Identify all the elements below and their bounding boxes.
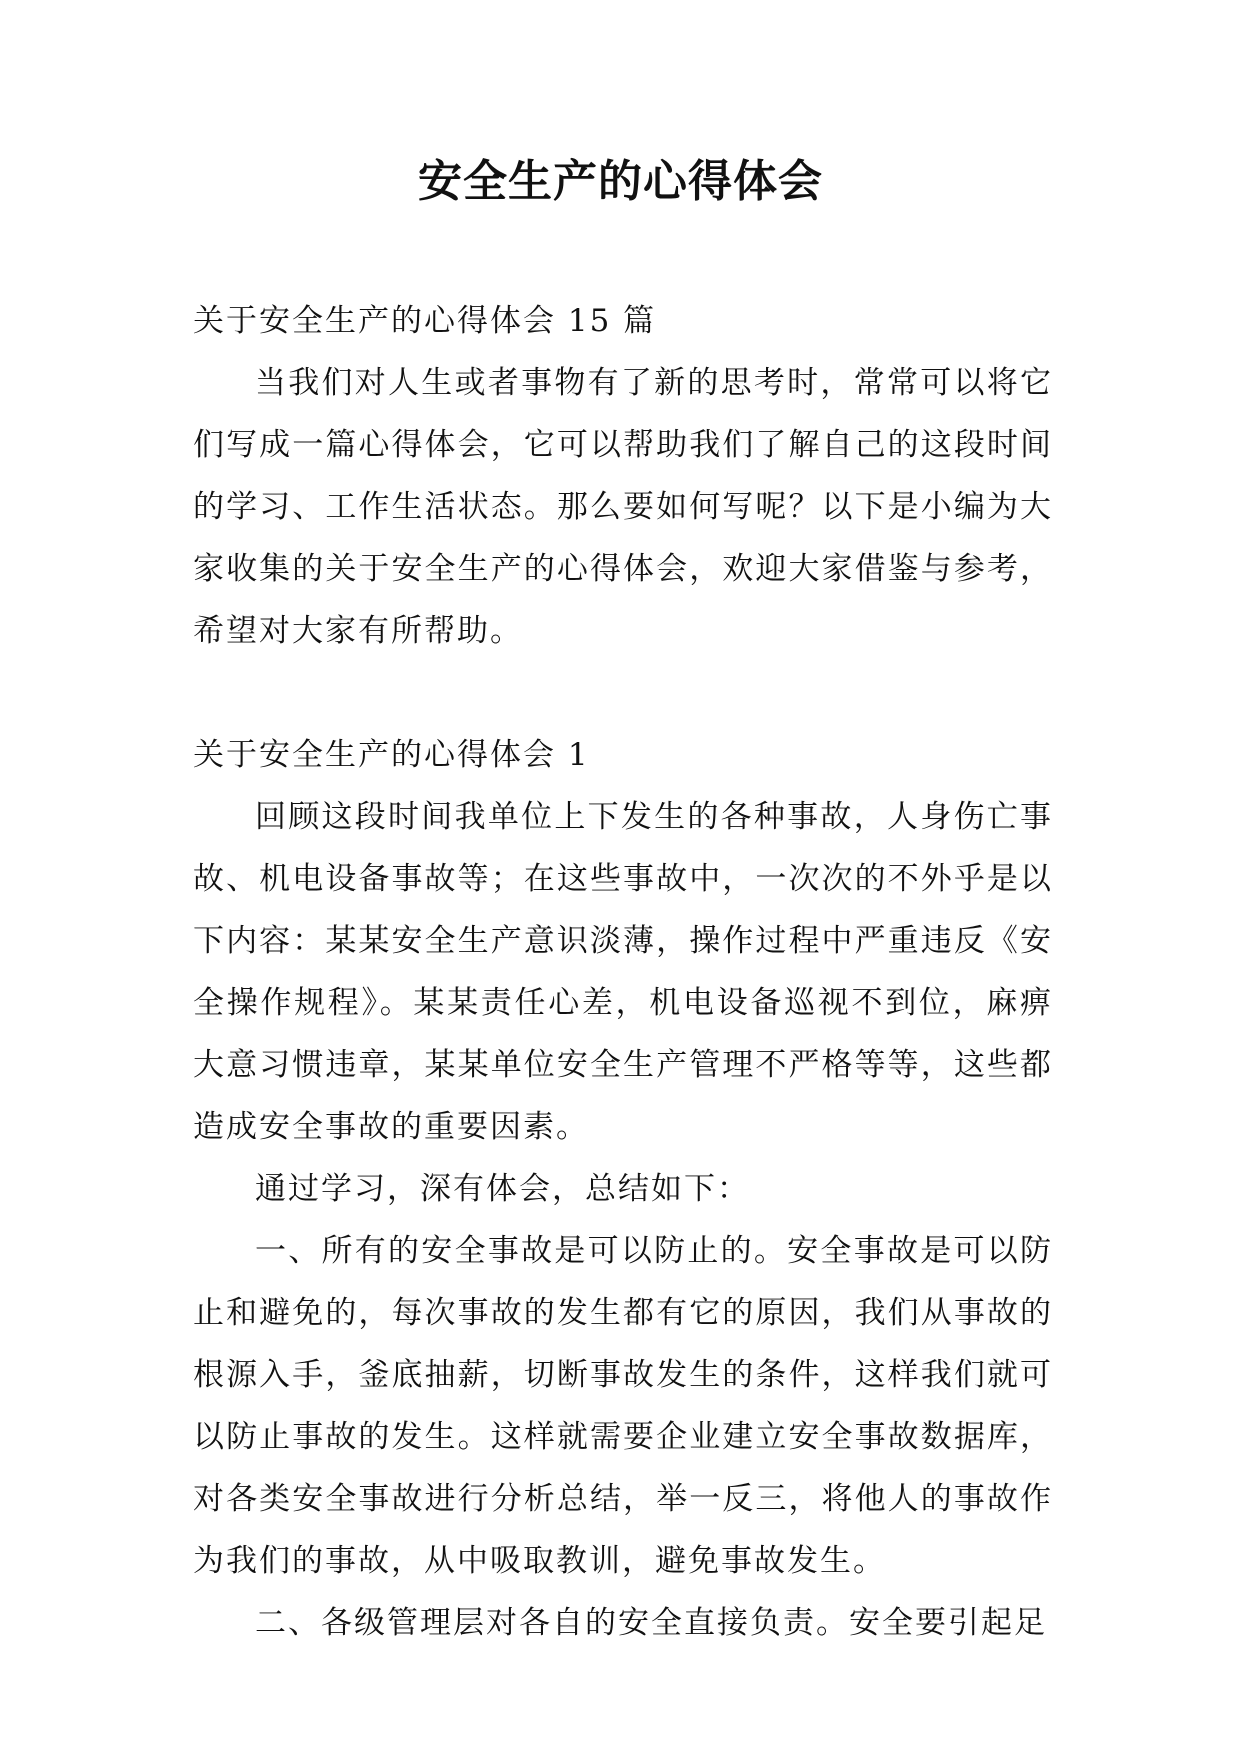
paragraph-gap [193,662,1053,724]
document-body [193,290,1053,1654]
body-paragraph-4: 二、各级管理层对各自的安全直接负责。安全要引起足 [255,1605,1047,1641]
intro-paragraph: 当我们对人生或者事物有了新的思考时，常常可以将它们写成一篇心得体会，它可以帮助我们了解自己的这段时间的学习、工作生活状态。那么要如何写呢？以下是小编为大家收集的关于安全生产的心得体会，欢迎大家借鉴与参考，希望对大家有所帮助。 [193,365,1053,649]
intro-heading: 关于安全生产的心得体会 15 篇 [193,303,657,339]
body-paragraph-3: 一、所有的安全事故是可以防止的。安全事故是可以防止和避免的，每次事故的发生都有它的原因，我们从事故的根源入手，釜底抽薪，切断事故发生的条件，这样我们就可以防止事故的发生。这样就需要企业建立安全事故数据库，对各类安全事故进行分析总结，举一反三，将他人的事故作为我们的事故，从中吸取教训，避免事故发生。 [193,1233,1053,1579]
section-heading: 关于安全生产的心得体会 1 [193,737,590,773]
document-title: 安全生产的心得体会 [418,156,823,207]
body-paragraph-1: 回顾这段时间我单位上下发生的各种事故，人身伤亡事故、机电设备事故等；在这些事故中，一次次的不外乎是以下内容：某某安全生产意识淡薄，操作过程中严重违反《安全操作规程》。某某责任心差，机电设备巡视不到位，麻痹大意习惯违章，某某单位安全生产管理不严格等等，这些都造成安全事故的重要因素。 [193,799,1053,1145]
body-paragraph-2: 通过学习，深有体会，总结如下： [255,1171,750,1207]
